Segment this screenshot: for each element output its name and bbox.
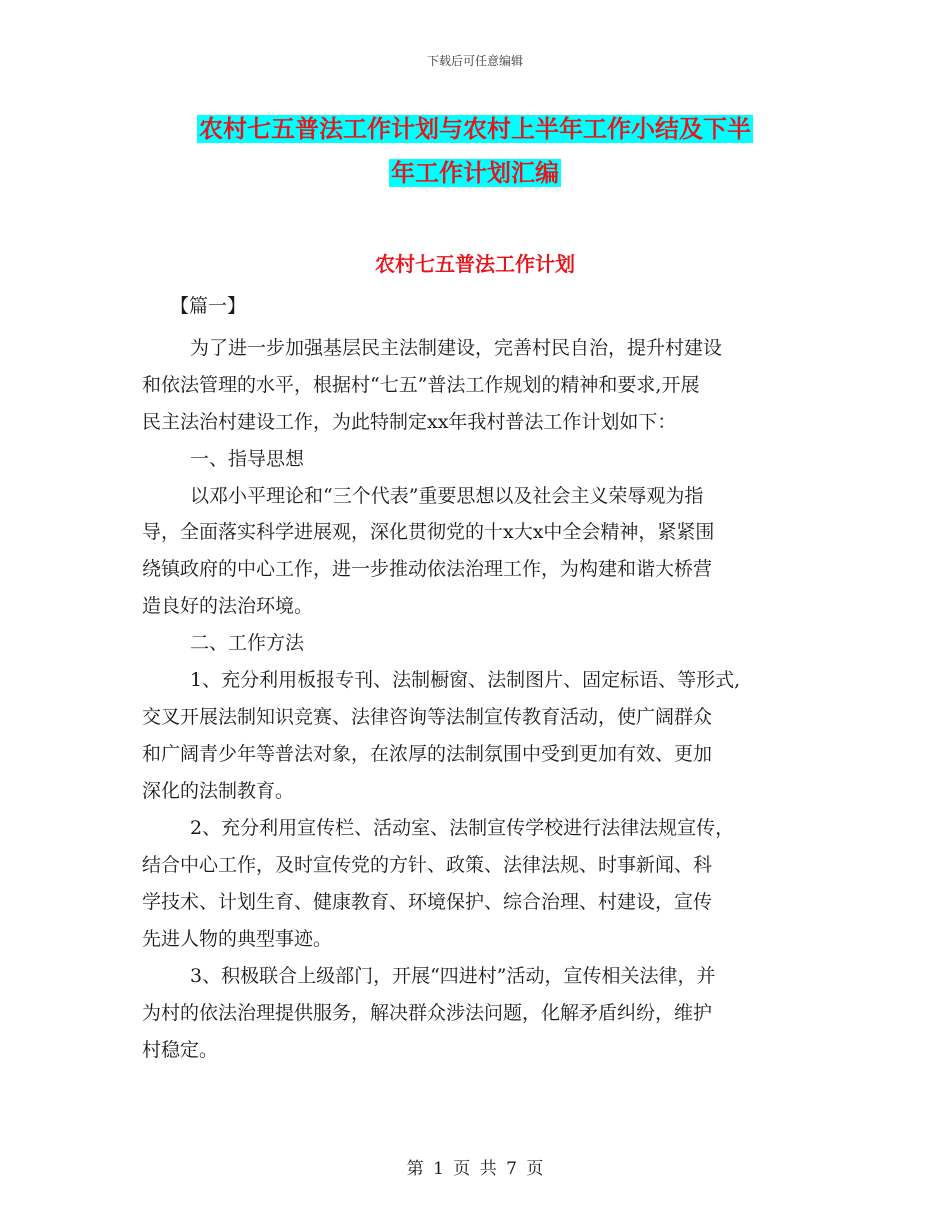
body-line: 一、指导思想 [190, 448, 305, 470]
body-line: 学技术、计划生育、健康教育、环境保护、综合治理、村建设，宣传 [142, 891, 713, 913]
document-title-line-1 [0, 113, 950, 145]
body-line: 以邓小平理论和“三个代表”重要思想以及社会主义荣辱观为指 [190, 485, 704, 507]
body-line: 1、充分利用板报专刊、法制橱窗、法制图片、固定标语、等形式, [190, 669, 741, 691]
body-line: 为村的依法治理提供服务，解决群众涉法问题，化解矛盾纠纷，维护 [142, 1002, 713, 1024]
body-line: 交叉开展法制知识竞赛、法律咨询等法制宣传教育活动，使广阔群众 [142, 706, 713, 728]
body-line: 民主法治村建设工作，为此特制定xx年我村普法工作计划如下： [142, 411, 677, 433]
body-line: 绕镇政府的中心工作，进一步推动依法治理工作，为构建和谐大桥营 [142, 558, 713, 580]
body-line: 和依法管理的水平，根据村“七五”普法工作规划的精神和要求,开展 [142, 374, 700, 396]
body-line: 二、工作方法 [190, 632, 305, 654]
section-title: 农村七五普法工作计划 [375, 252, 575, 276]
body-line: 2、充分利用宣传栏、活动室、法制宣传学校进行法律法规宣传， [190, 817, 735, 839]
body-line: 造良好的法治环境。 [142, 595, 314, 617]
body-line: 深化的法制教育。 [142, 780, 295, 802]
title-line-1-text: 农村七五普法工作计划与农村上半年工作小结及下半 [199, 115, 751, 143]
document-title-line-2 [0, 157, 950, 189]
page-number-footer: 第 1 页 共 7 页 [406, 1159, 544, 1179]
body-line: 先进人物的典型事迹。 [142, 928, 333, 950]
body-line: 结合中心工作，及时宣传党的方针、政策、法律法规、时事新闻、科 [142, 854, 713, 876]
body-line: 3、积极联合上级部门，开展“四进村”活动，宣传相关法律，并 [190, 965, 716, 987]
header-note: 下载后可任意编辑 [426, 54, 523, 68]
title-line-2-text: 年工作计划汇编 [391, 159, 559, 187]
body-line: 为了进一步加强基层民主法制建设，完善村民自治，提升村建设 [190, 337, 723, 359]
body-line: 导，全面落实科学进展观，深化贯彻党的十x大x中全会精神，紧紧围 [142, 521, 715, 543]
body-line: 和广阔青少年等普法对象，在浓厚的法制氛围中受到更加有效、更加 [142, 743, 713, 765]
body-line: 村稳定。 [142, 1039, 219, 1061]
body-line: 【篇一】 [170, 295, 247, 317]
